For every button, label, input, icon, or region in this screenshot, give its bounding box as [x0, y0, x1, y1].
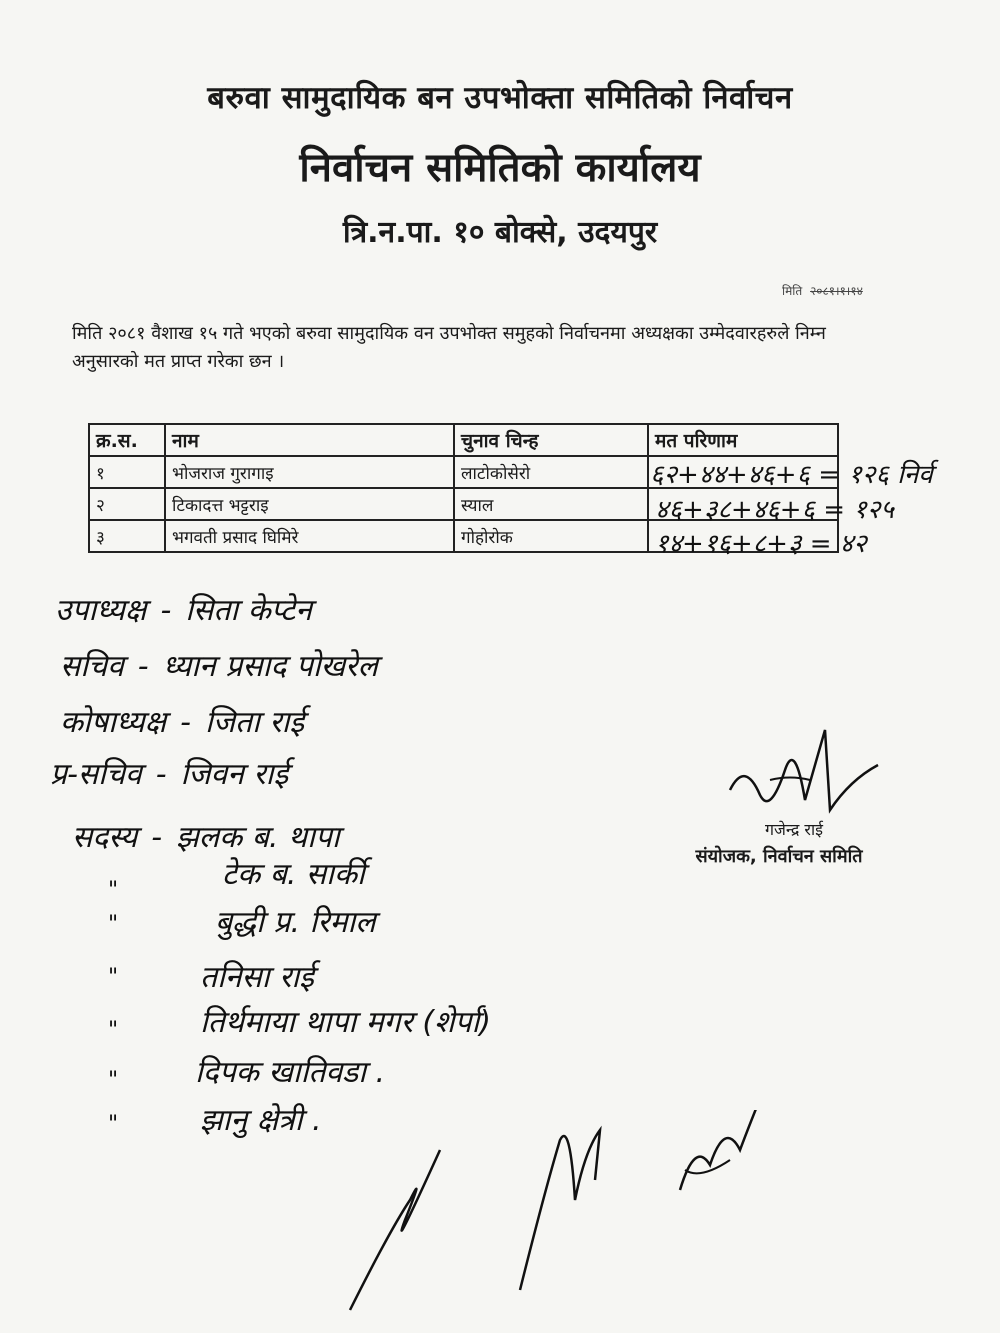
col-result-header: मत परिणाम [648, 424, 838, 456]
row-name: भोजराज गुरागाइ [165, 456, 454, 488]
role-label: उपाध्यक्ष [55, 593, 147, 628]
committee-title: बरुवा सामुदायिक बन उपभोक्ता समितिको निर्वाचन [207, 80, 793, 116]
role-holder: झलक ब. थापा [176, 820, 340, 855]
table-header-row [89, 424, 838, 456]
role-member: सदस्य - झलक ब. थापा [72, 820, 340, 855]
member-name: बुद्धी प्र. रिमाल [215, 905, 376, 940]
row-symbol: गोहोरोक [454, 520, 648, 552]
row-symbol: लाटोकोसेरो [454, 456, 648, 488]
row-name: टिकादत्त भट्टराइ [165, 488, 454, 520]
date-value: २०८१।१।१४ [810, 284, 863, 298]
tally-2: ४६+३८+४६+६ = १२५ [655, 495, 894, 525]
ditto-mark: " [108, 1018, 119, 1043]
tally-1: ६२+४४+४६+६ = १२६ निर्व [650, 460, 933, 490]
role-assistant-secretary: प्र-सचिव - जिवन राई [50, 757, 289, 792]
ditto-mark: " [108, 1112, 119, 1137]
role-treasurer: कोषाध्यक्ष - जिता राई [60, 705, 305, 740]
signatory-name: गजेन्द्र राई [765, 820, 823, 839]
role-holder: सिता केप्टेन [185, 593, 312, 628]
role-label: सचिव [60, 649, 124, 684]
role-secretary: सचिव - ध्यान प्रसाद पोखरेल [60, 649, 378, 684]
ditto-mark: " [108, 912, 119, 937]
role-holder: जिता राई [204, 705, 305, 740]
role-label: सदस्य [72, 820, 138, 855]
row-name: भगवती प्रसाद घिमिरे [165, 520, 454, 552]
role-vice-chair: उपाध्यक्ष - सिता केप्टेन [55, 593, 312, 628]
ditto-mark: " [108, 878, 119, 903]
row-sn: २ [89, 488, 165, 520]
intro-paragraph: मिति २०८१ वैशाख १५ गते भएको बरुवा सामुदायिक वन उपभोक्त समुहको निर्वाचनमा अध्यक्षका उम्मेदवारहरुले निम्न अनुसारको मत प्राप्त गरेका छन । [72, 323, 826, 372]
member-signatures [330, 1110, 790, 1320]
role-label: प्र-सचिव [50, 757, 142, 792]
member-name: तिर्थमाया थापा मगर (शेर्पा) [200, 1005, 491, 1040]
ditto-mark: " [108, 965, 119, 990]
ditto-mark: " [108, 1068, 119, 1093]
col-symbol-header: चुनाव चिन्ह [454, 424, 648, 456]
date-label: मिति [782, 284, 803, 298]
role-label: कोषाध्यक्ष [60, 705, 167, 740]
member-name: दिपक खातिवडा . [195, 1055, 386, 1090]
signature-block [664, 818, 894, 868]
role-holder: जिवन राई [180, 757, 289, 792]
office-title: निर्वाचन समितिको कार्यालय [299, 145, 701, 191]
office-address: त्रि.न.पा. १० बोक्से, उदयपुर [342, 215, 658, 250]
col-sn-header: क्र.स. [89, 424, 165, 456]
row-sn: १ [89, 456, 165, 488]
tally-3: १४+१६+८+३ = ४२ [655, 529, 867, 559]
member-name: झानु क्षेत्री . [200, 1103, 322, 1138]
col-name-header: नाम [165, 424, 454, 456]
role-holder: ध्यान प्रसाद पोखरेल [162, 649, 378, 684]
date-line [782, 282, 863, 299]
signatory-title: संयोजक, निर्वाचन समिति [695, 846, 863, 867]
member-name: टेक ब. सार्की [222, 857, 365, 892]
row-sn: ३ [89, 520, 165, 552]
row-symbol: स्याल [454, 488, 648, 520]
member-name: तनिसा राई [200, 960, 314, 995]
